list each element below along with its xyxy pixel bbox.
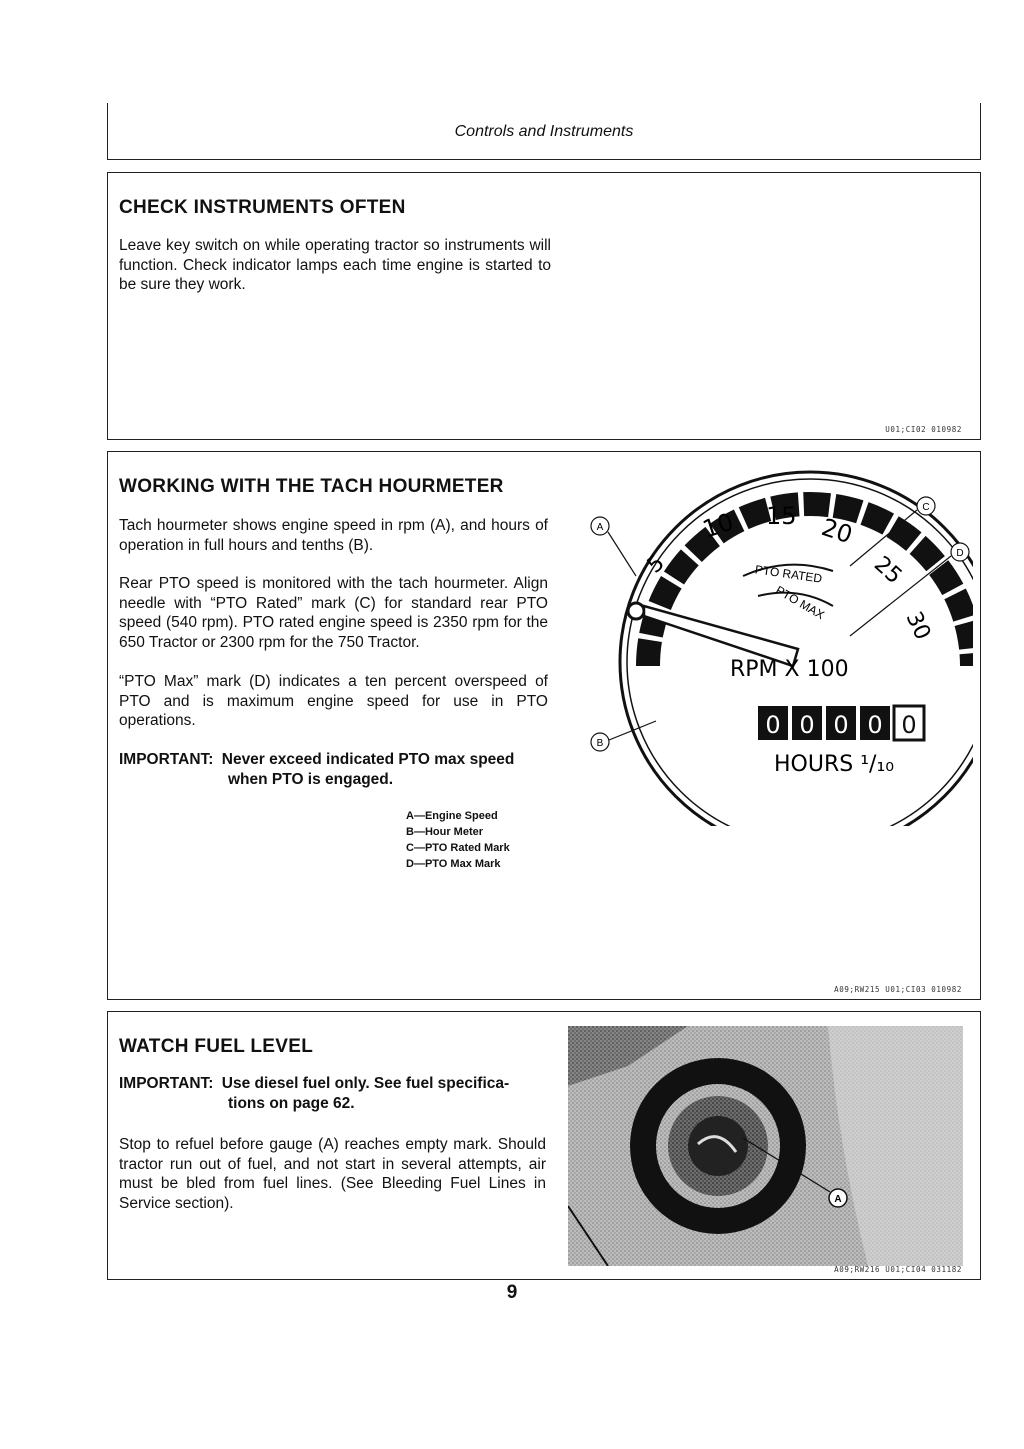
figure-id: U01;CI02 010982 bbox=[885, 425, 962, 434]
legend-item-c: C—PTO Rated Mark bbox=[406, 842, 510, 854]
scale-number-20: 20 bbox=[818, 513, 856, 550]
scale-number-25: 25 bbox=[868, 551, 907, 590]
hour-digit: 0 bbox=[765, 711, 781, 739]
important-line-2: tions on page 62. bbox=[228, 1094, 355, 1112]
section-title: WATCH FUEL LEVEL bbox=[119, 1036, 314, 1057]
pto-rated-label: PTO RATED bbox=[754, 562, 823, 586]
hour-digit: 0 bbox=[833, 711, 849, 739]
legend-item-b: B—Hour Meter bbox=[406, 826, 484, 838]
scale-number-10: 10 bbox=[699, 507, 737, 544]
callout-c-label: C bbox=[922, 502, 930, 513]
section-title: WORKING WITH THE TACH HOURMETER bbox=[119, 476, 504, 497]
paragraph-2: Rear PTO speed is monitored with the tach hourmeter. Align needle with “PTO Rated” mark (C) for standard rear PTO speed (540 rpm). PTO rated engine speed is 2350 rpm for the 650 Tractor or 2300 rpm for the 750 Tractor. bbox=[119, 575, 548, 651]
section-body: Stop to refuel before gauge (A) reaches empty mark. Should tractor run out of fuel, and not start in several attempts, air must be bled from fuel lines. (See Bleeding Fuel Lines in Service section). bbox=[119, 1136, 546, 1212]
figure-id: A09;RW216 U01;CI04 031182 bbox=[834, 1265, 962, 1274]
callout-d-label: D bbox=[956, 548, 964, 559]
scale-number-5: 5 bbox=[642, 550, 670, 579]
paragraph-3: “PTO Max” mark (D) indicates a ten percent overspeed of PTO and is maximum engine speed for use in PTO operations. bbox=[119, 673, 548, 729]
figure-legend bbox=[406, 808, 510, 872]
important-note bbox=[119, 750, 559, 789]
pto-max-label: PTO MAX bbox=[773, 583, 827, 623]
callout-a-label: A bbox=[834, 1194, 842, 1205]
fuel-gauge-photo bbox=[568, 1026, 963, 1266]
page-number: 9 bbox=[506, 1282, 518, 1303]
tach-hourmeter-illustration bbox=[588, 466, 973, 826]
figure-id: A09;RW215 U01;CI03 010982 bbox=[834, 985, 962, 994]
legend-item-d: D—PTO Max Mark bbox=[406, 858, 501, 870]
important-line-1: Never exceed indicated PTO max speed bbox=[221, 751, 515, 768]
hours-label: HOURS ¹/₁₀ bbox=[774, 752, 895, 777]
callout-b-label: B bbox=[596, 738, 604, 749]
section-body: Leave key switch on while operating tractor so instruments will function. Check indicator lamps each time engine is started to be sure they work. bbox=[119, 237, 551, 293]
section-check-instruments bbox=[107, 172, 981, 440]
gauge-scale-arc bbox=[648, 504, 972, 666]
callout-a-leader bbox=[608, 532, 636, 576]
rpm-label: RPM X 100 bbox=[730, 657, 849, 682]
page-header bbox=[107, 103, 981, 160]
hour-meter-digits bbox=[758, 706, 924, 740]
header-title: Controls and Instruments bbox=[454, 123, 634, 140]
needle-hub bbox=[628, 603, 644, 619]
hour-digit: 0 bbox=[799, 711, 815, 739]
hour-digit-tenths: 0 bbox=[901, 711, 917, 739]
important-label: IMPORTANT: bbox=[119, 1075, 214, 1092]
important-line-2: when PTO is engaged. bbox=[228, 770, 394, 788]
callout-b-leader bbox=[609, 721, 656, 740]
section-watch-fuel-level bbox=[107, 1011, 981, 1280]
important-line-1: Use diesel fuel only. See fuel specifica- bbox=[221, 1075, 510, 1092]
hour-digit: 0 bbox=[867, 711, 883, 739]
scale-number-30: 30 bbox=[900, 607, 936, 644]
important-label: IMPORTANT: bbox=[119, 751, 214, 768]
callout-a-label: A bbox=[596, 522, 604, 533]
section-title: CHECK INSTRUMENTS OFTEN bbox=[119, 197, 406, 218]
fuel-gauge-face bbox=[688, 1116, 748, 1176]
important-note bbox=[119, 1074, 564, 1113]
scale-number-15: 15 bbox=[766, 502, 797, 530]
section-tach-hourmeter bbox=[107, 451, 981, 1000]
legend-item-a: A—Engine Speed bbox=[406, 810, 498, 822]
paragraph-1: Tach hourmeter shows engine speed in rpm (A), and hours of operation in full hours and tenths (B). bbox=[119, 517, 548, 554]
